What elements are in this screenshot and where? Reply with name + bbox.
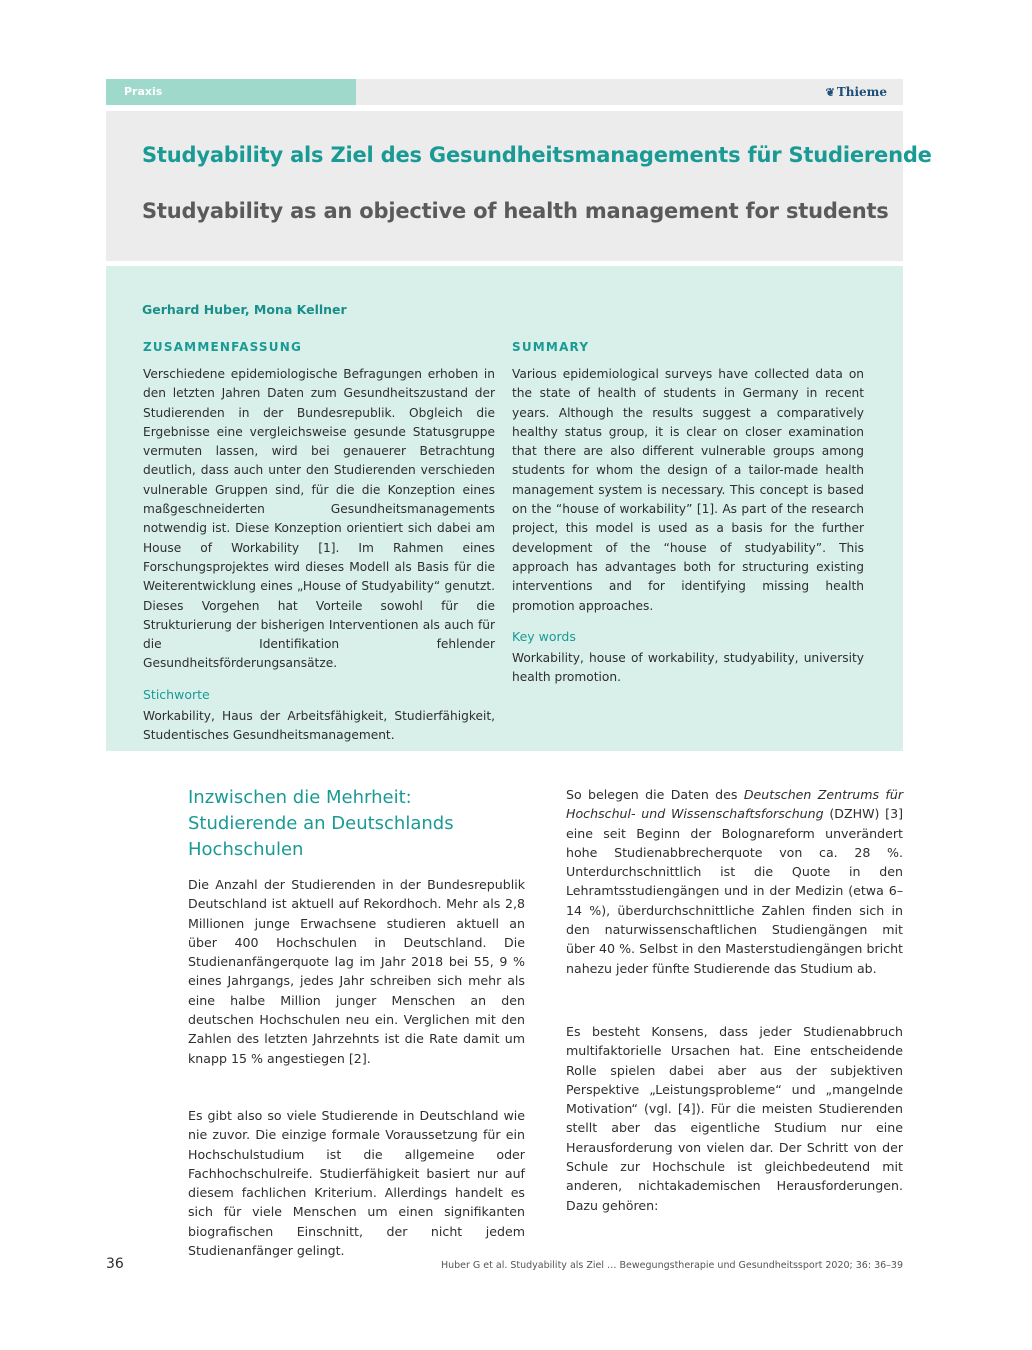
body-paragraph: Die Anzahl der Studierenden in der Bundesrepublik Deutschland ist aktuell auf Rekordhoch. Mehr als 2,8 Millionen junge Erwachsene studieren aktuell an über 400 Hochschulen in Deutschland. Die Studienanfängerquote lag im Jahr 2018 bei 55, 9 % eines Jahrgangs, jedes Jahr schreiben sich mehr als eine halbe Million junger Menschen an den deutschen Hochschulen neu ein. Verglichen mit den Zahlen des letzten Jahrzehnts ist die Rate damit um knapp 15 % angestiegen [2].	[188, 877, 525, 1066]
abstract-german-heading: ZUSAMMENFASSUNG	[143, 340, 302, 354]
abstract-box	[106, 266, 903, 751]
thieme-logo-icon: ❦	[825, 86, 835, 99]
body-column-left	[188, 785, 525, 1279]
body-paragraph: Es gibt also so viele Studierende in Deutschland wie nie zuvor. Die einzige formale Voraussetzung für ein Hochschulstudium ist die allgemeine oder Fachhochschulreife. Studierfähigkeit basiert nur auf diesem fachlichen Kriterium. Allerdings handelt es sich für viele Menschen um einen signifikanten biografischen Einschnitt, der nicht jedem Studienanfänger gelingt.	[188, 1107, 525, 1259]
abstract-english-text: Various epidemiological surveys have collected data on the state of health of students in Germany in recent years. Although the results suggest a comparatively healthy status group, it is clear on closer examination that there are also different vulnerable groups among students for whom the design of a tailor-made health management system is necessary. This concept is based on the “house of workability” [1]. As part of the research project, this model is used as a basis for the further development of the “house of studyability”. This approach has advantages both for structuring existing interventions and for identifying missing health promotion approaches.	[512, 367, 864, 613]
keywords-german: Workability, Haus der Arbeitsfähigkeit, Studierfähigkeit, Studentisches Gesundheitsmanagement.	[143, 708, 495, 743]
section-heading: Inzwischen die Mehrheit: Studierende an Deutschlands Hochschulen	[188, 787, 454, 860]
title-english: Studyability as an objective of health management for students	[142, 199, 889, 223]
keywords-english: Workability, house of workability, studyability, university health promotion.	[512, 650, 864, 685]
title-box	[106, 111, 932, 261]
abstract-german-text: Verschiedene epidemiologische Befragungen erhoben in den letzten Jahren Daten zum Gesundheitszustand der Studierenden in der Bundesrepublik. Obgleich die Ergebnisse eine vergleichsweise gesunde Statusgruppe vermuten lassen, wird bei genauerer Betrachtung deutlich, dass auch unter den Studierenden verschieden vulnerable Gruppen sind, für die die Konzeption eines maßgeschneiderten Gesundheitsmanagements notwendig ist. Diese Konzeption orientiert sich dabei am House of Workability [1]. Im Rahmen eines Forschungsprojektes wird dieses Modell als Basis für die Weiterentwicklung eines „House of Studyability“ genutzt. Dieses Vorgehen hat Vorteile sowohl für die Strukturierung der bisherigen Interventionen als auch für die Identifikation fehlender Gesundheitsförderungsansätze.	[143, 367, 495, 671]
title-german: Studyability als Ziel des Gesundheitsmanagements für Studierende	[142, 143, 932, 167]
abstract-german	[143, 340, 495, 745]
body-text: (DZHW) [3] eine seit Beginn der Bolognareform unverändert hohe Studienabbrecherquote von ca. 28 %. Unterdurchschnittlich ist die Quote in den Lehramtsstudiengängen und in der Medizin (etwa 6–14 %), überdurchschnittliche Zahlen finden sich in den naturwissenschaftlichen Studiengängen mit über 40 %. Selbst in den Masterstudiengängen bricht nahezu jeder fünfte Studierende das Studium ab.	[566, 806, 903, 976]
section-label: Praxis	[106, 79, 356, 105]
keywords-german-heading: Stichworte	[143, 686, 210, 702]
publisher-name: Thieme	[836, 85, 887, 99]
publisher-logo	[826, 79, 887, 105]
authors: Gerhard Huber, Mona Kellner	[142, 302, 347, 317]
body-paragraph: Es besteht Konsens, dass jeder Studienabbruch multifaktorielle Ursachen hat. Eine entscheidende Rolle spielen dabei aber aus der subjektiven Perspektive „Leistungsprobleme“ und „mangelnde Motivation“ (vgl. [4]). Für die meisten Studierenden stellt aber das eigentliche Studium nur eine Herausforderung von vielen dar. Der Schritt von der Schule zur Hochschule ist gleichbedeutend mit anderen, nichtakademischen Herausforderungen. Dazu gehören:	[566, 1023, 903, 1213]
body-text: So belegen die Daten des	[566, 787, 744, 802]
citation-footer: Huber G et al. Studyability als Ziel … Bewegungstherapie und Gesundheitssport 2020; 36: 36–39	[440, 1260, 903, 1271]
abstract-english-heading: SUMMARY	[512, 340, 590, 354]
keywords-english-heading: Key words	[512, 628, 576, 644]
institution-name: Deutschen Zentrums für Hochschul- und Wissenschaftsforschung	[566, 787, 903, 822]
abstract-english	[512, 340, 864, 687]
body-paragraph	[566, 785, 903, 978]
page-number: 36	[106, 1256, 124, 1272]
header-bar	[106, 79, 903, 105]
body-column-right	[566, 785, 903, 1234]
